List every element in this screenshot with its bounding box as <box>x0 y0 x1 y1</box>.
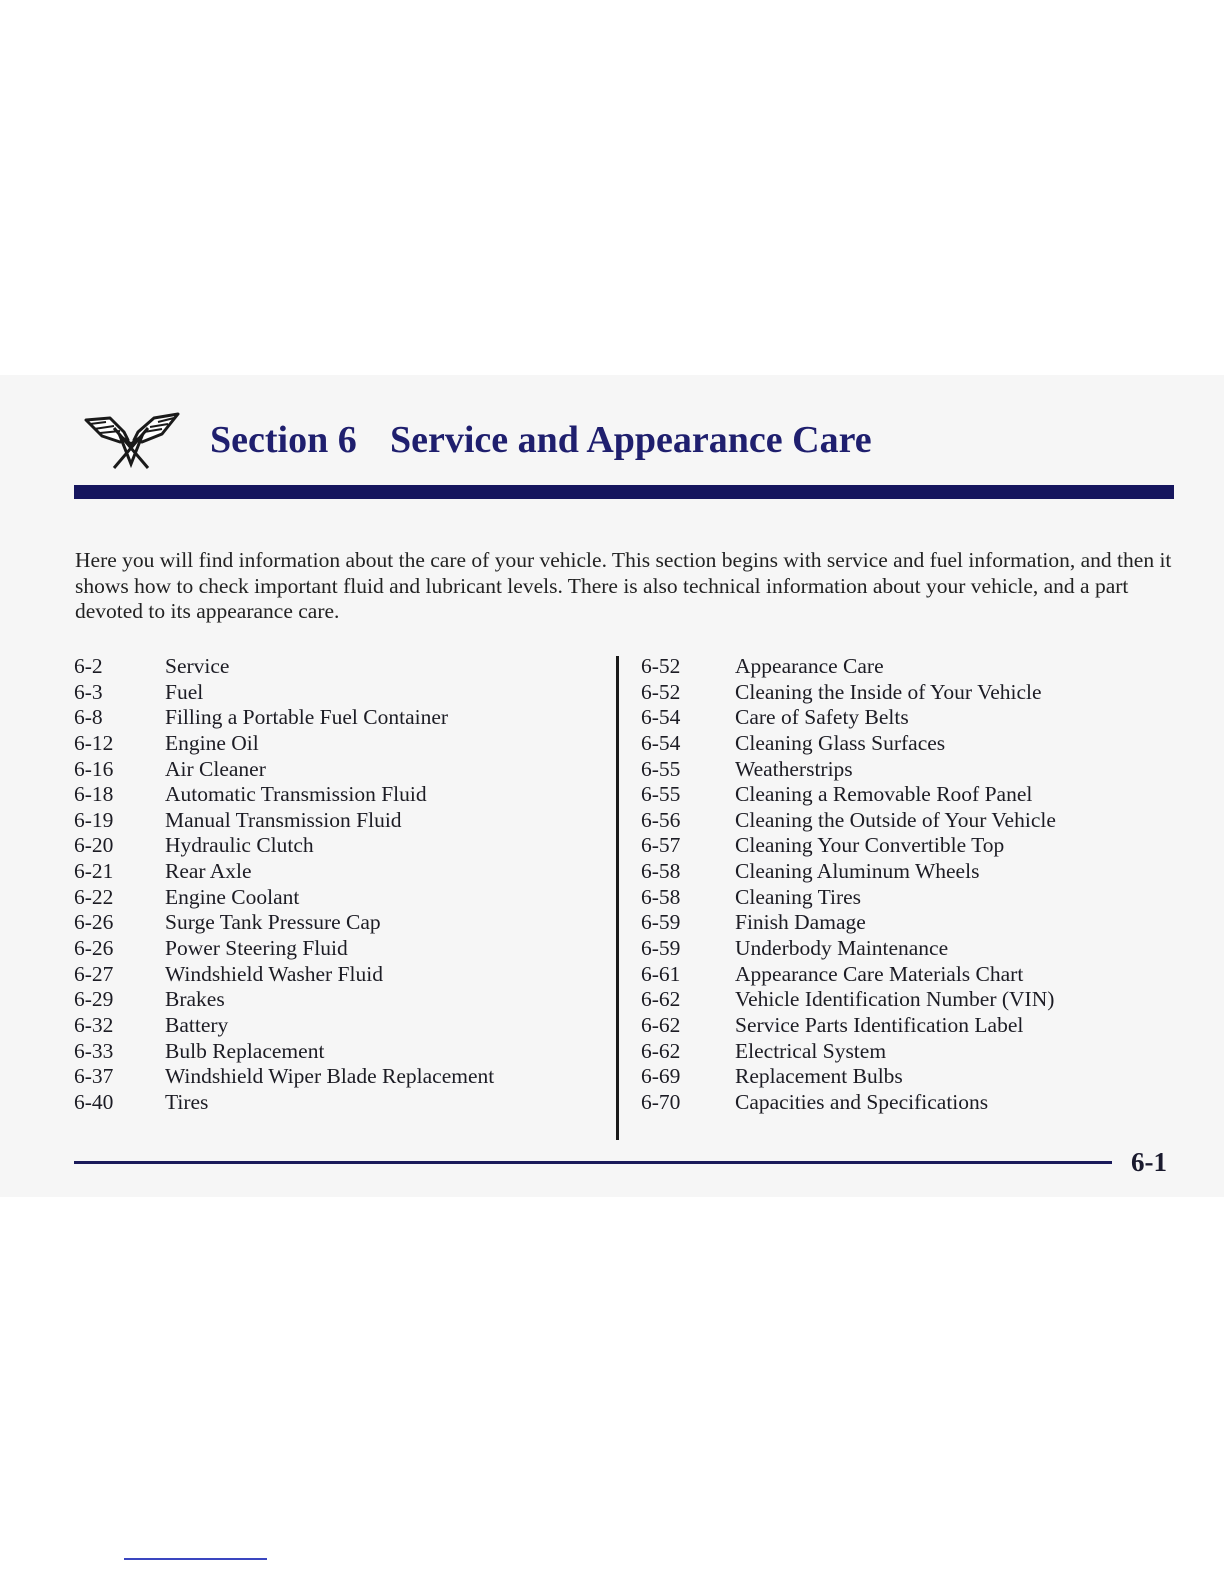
intro-paragraph: Here you will find information about the care of your vehicle. This section begins with service and fuel information, and then it shows how to check important fluid and lubricant levels. There is also technical information about your vehicle, and a part devoted to its appearance care. <box>75 548 1172 623</box>
toc-page-number: 6-20 <box>74 833 114 858</box>
toc-entry-title: Finish Damage <box>735 910 866 935</box>
section-label: Section 6 <box>210 419 357 461</box>
toc-page-number: 6-59 <box>641 910 681 935</box>
toc-entry-title: Engine Coolant <box>165 884 300 909</box>
toc-entry-title: Surge Tank Pressure Cap <box>165 910 381 935</box>
toc-entry-title: Service <box>165 654 230 678</box>
toc-page-number: 6-3 <box>74 679 103 704</box>
toc-entry-title: Windshield Washer Fluid <box>165 961 383 986</box>
toc-entry-title: Manual Transmission Fluid <box>165 807 402 832</box>
toc-entry-title: Appearance Care Materials Chart <box>735 961 1024 986</box>
corvette-crossed-flags-icon <box>80 410 184 472</box>
toc-page-number: 6-62 <box>641 1012 681 1037</box>
page-number: 6-1 <box>1131 1147 1167 1177</box>
toc-entry-title: Fuel <box>165 679 204 704</box>
toc-entry-title: Power Steering Fluid <box>165 936 348 961</box>
toc-entry-title: Automatic Transmission Fluid <box>165 782 427 807</box>
toc-entry-title: Battery <box>165 1012 229 1037</box>
toc-entry-title: Hydraulic Clutch <box>165 833 314 858</box>
page-title: Service and Appearance Care <box>390 419 872 461</box>
toc-entry-title: Cleaning the Outside of Your Vehicle <box>735 807 1056 832</box>
toc-entry-title: Capacities and Specifications <box>735 1089 989 1114</box>
toc-page-number: 6-62 <box>641 987 681 1012</box>
footer-divider <box>74 1161 1112 1164</box>
toc-page-number: 6-8 <box>74 705 103 730</box>
toc-page-number: 6-22 <box>74 884 114 909</box>
toc-entry-title: Weatherstrips <box>735 756 853 781</box>
toc-page-number: 6-70 <box>641 1089 681 1114</box>
toc-entry-title: Tires <box>165 1089 209 1114</box>
toc-entry-title: Rear Axle <box>165 859 252 884</box>
toc-page-number: 6-33 <box>74 1038 114 1063</box>
toc-page-number: 6-18 <box>74 782 114 807</box>
column-divider <box>616 656 619 1140</box>
toc-entry-title: Cleaning Glass Surfaces <box>735 730 946 755</box>
toc-page-number: 6-40 <box>74 1089 114 1114</box>
toc-entry-title: Filling a Portable Fuel Container <box>165 705 449 730</box>
toc-entry-title: Care of Safety Belts <box>735 705 909 730</box>
toc-page-number: 6-62 <box>641 1038 681 1063</box>
toc-page-number: 6-54 <box>641 730 681 755</box>
toc-entry-title: Cleaning Your Convertible Top <box>735 833 1005 858</box>
toc-page-number: 6-61 <box>641 961 681 986</box>
toc-entry-title: Electrical System <box>735 1038 887 1063</box>
toc-entry-title: Cleaning Aluminum Wheels <box>735 859 980 884</box>
toc-entry-title: Bulb Replacement <box>165 1038 325 1063</box>
toc-page-number: 6-52 <box>641 679 681 704</box>
toc-entry-title: Engine Oil <box>165 730 259 755</box>
toc-page-number: 6-54 <box>641 705 681 730</box>
toc-page-number: 6-26 <box>74 936 114 961</box>
toc-page-number: 6-59 <box>641 936 681 961</box>
toc-page-number: 6-26 <box>74 910 114 935</box>
toc-entry-title: Windshield Wiper Blade Replacement <box>165 1064 495 1089</box>
toc-page-number: 6-32 <box>74 1012 114 1037</box>
toc-page-number: 6-19 <box>74 807 114 832</box>
toc-page-number: 6-16 <box>74 756 114 781</box>
toc-entry-title: Vehicle Identification Number (VIN) <box>735 987 1055 1012</box>
toc-entry-title: Appearance Care <box>735 654 884 678</box>
hyperlink-underline[interactable] <box>124 1558 267 1560</box>
toc-page-number: 6-2 <box>74 654 103 678</box>
toc-page-number: 6-21 <box>74 859 114 884</box>
toc-entry-title: Brakes <box>165 987 225 1012</box>
toc-page-number: 6-55 <box>641 756 681 781</box>
toc-entry-title: Air Cleaner <box>165 756 266 781</box>
toc-page-number: 6-12 <box>74 730 114 755</box>
toc-page-number: 6-56 <box>641 807 681 832</box>
toc-entry-title: Cleaning a Removable Roof Panel <box>735 782 1033 807</box>
toc-page-number: 6-37 <box>74 1064 114 1089</box>
toc-entry-title: Replacement Bulbs <box>735 1064 903 1089</box>
toc-page-number: 6-29 <box>74 987 114 1012</box>
toc-page-number: 6-55 <box>641 782 681 807</box>
toc-entry-title: Underbody Maintenance <box>735 936 949 961</box>
title-divider <box>74 485 1174 499</box>
toc-entry-title: Cleaning Tires <box>735 884 862 909</box>
toc-entry-title: Service Parts Identification Label <box>735 1012 1024 1037</box>
toc-page-number: 6-69 <box>641 1064 681 1089</box>
toc-page-number: 6-57 <box>641 833 681 858</box>
toc-page-number: 6-52 <box>641 654 681 678</box>
toc-page-number: 6-27 <box>74 961 114 986</box>
toc-page-number: 6-58 <box>641 884 681 909</box>
toc-entry-title: Cleaning the Inside of Your Vehicle <box>735 679 1042 704</box>
toc-page-number: 6-58 <box>641 859 681 884</box>
